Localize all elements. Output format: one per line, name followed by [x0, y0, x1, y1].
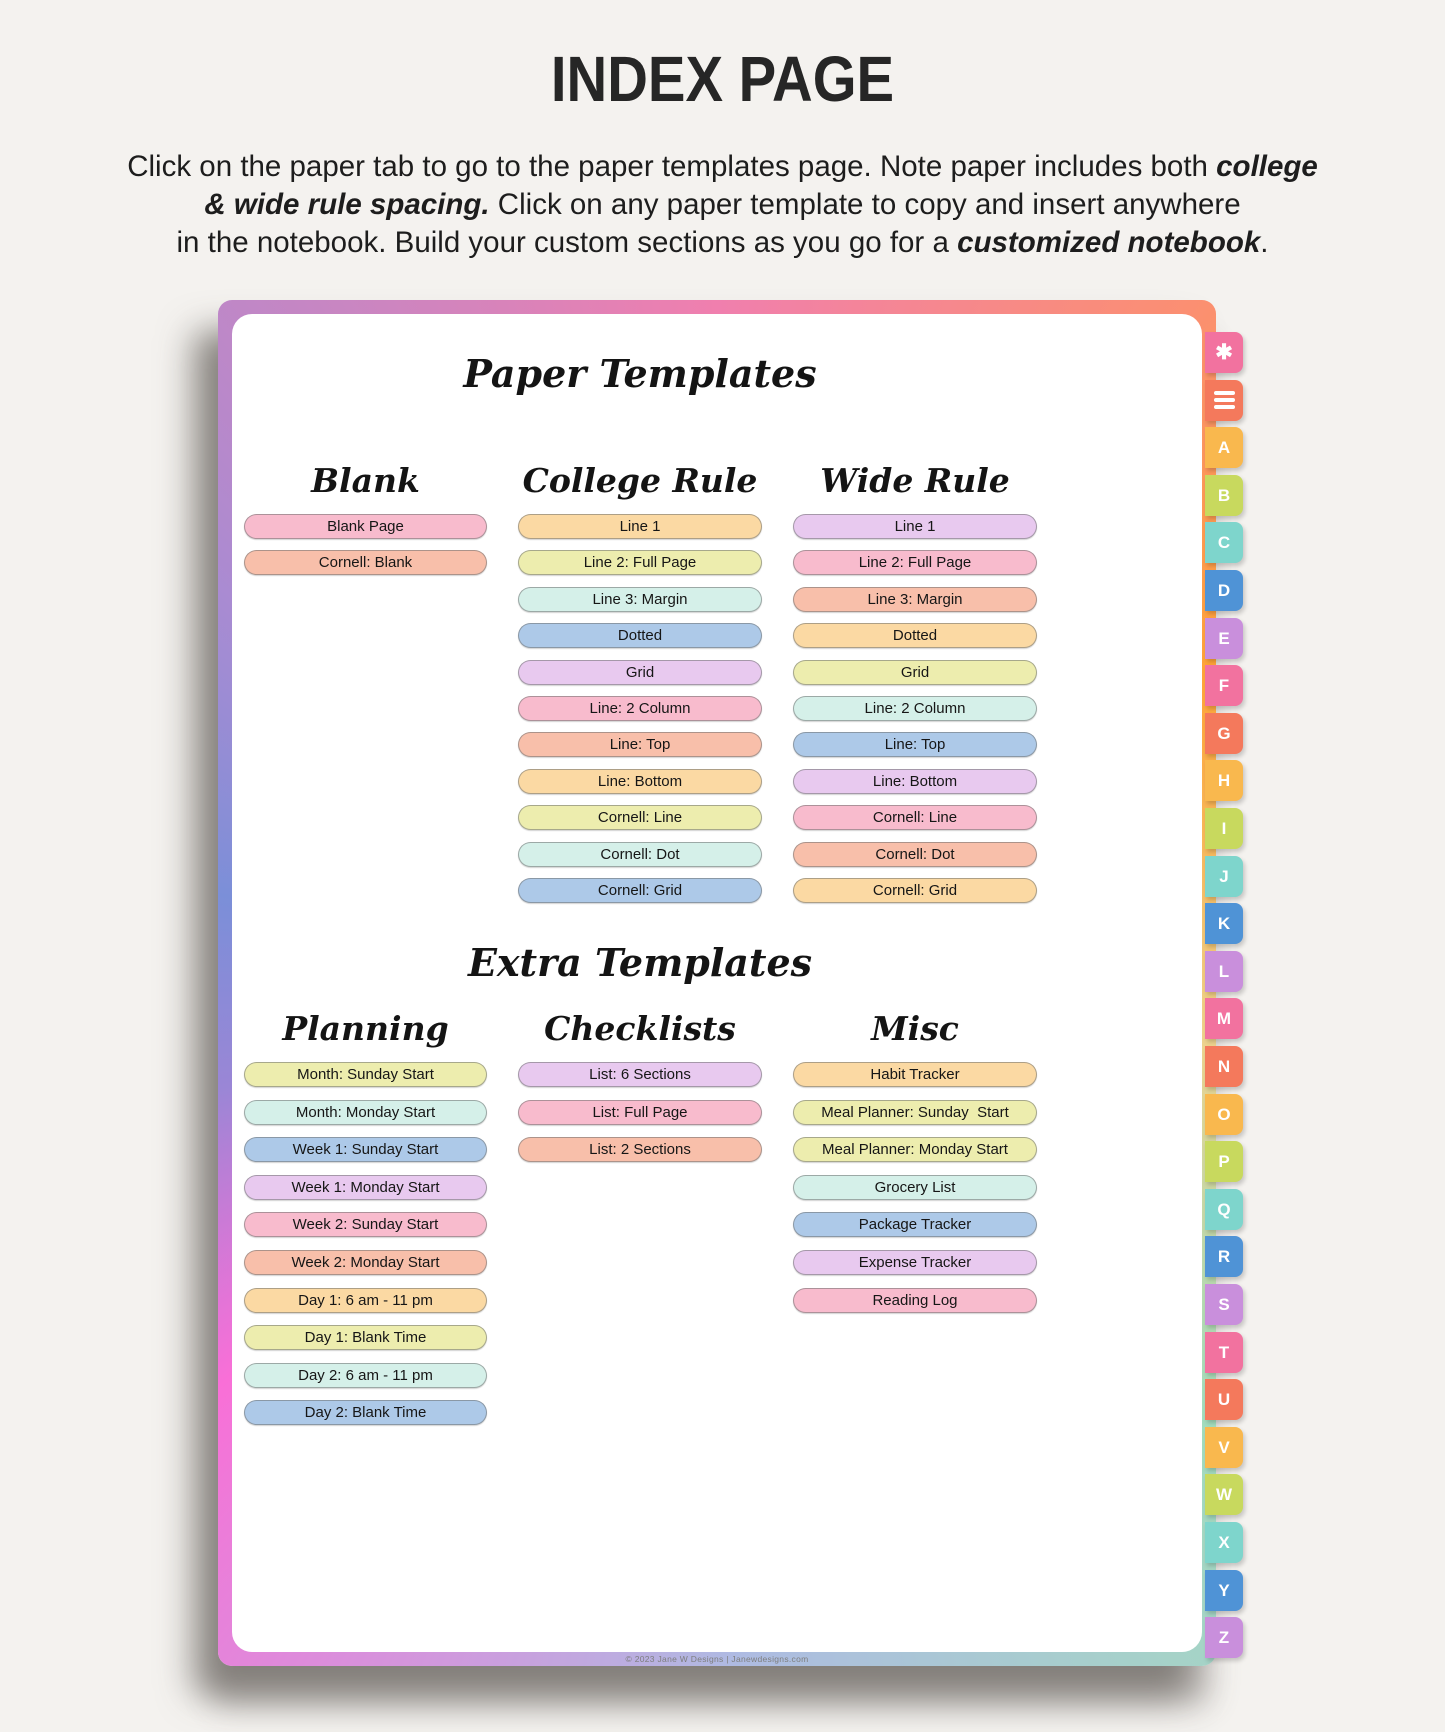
- column-planning: [244, 1010, 487, 1438]
- pill-cornell-blank[interactable]: Cornell: Blank: [244, 550, 487, 575]
- extra-templates-heading: Extra Templates: [467, 940, 813, 985]
- tab-d[interactable]: D: [1205, 570, 1243, 611]
- column-blank-title: Blank: [311, 461, 420, 500]
- pill-expense-tracker[interactable]: Expense Tracker: [793, 1250, 1037, 1275]
- pill-reading-log[interactable]: Reading Log: [793, 1288, 1037, 1313]
- column-misc-title: Misc: [871, 1009, 959, 1048]
- column-checklists-title: Checklists: [544, 1009, 736, 1048]
- pill-list-full-page[interactable]: List: Full Page: [518, 1100, 762, 1125]
- column-blank: [244, 462, 487, 587]
- tab-menu[interactable]: [1205, 380, 1243, 421]
- intro-line-1: Click on the paper tab to go to the paper templates page. Note paper includes both college: [127, 150, 1318, 183]
- tab-k[interactable]: K: [1205, 903, 1243, 944]
- pill-line-2-column[interactable]: Line: 2 Column: [793, 696, 1037, 721]
- pill-month-monday-start[interactable]: Month: Monday Start: [244, 1100, 487, 1125]
- menu-icon: [1214, 391, 1235, 409]
- pill-meal-planner-monday-start[interactable]: Meal Planner: Monday Start: [793, 1137, 1037, 1162]
- pill-week-2-monday-start[interactable]: Week 2: Monday Start: [244, 1250, 487, 1275]
- tab-x[interactable]: X: [1205, 1522, 1243, 1563]
- pill-month-sunday-start[interactable]: Month: Sunday Start: [244, 1062, 487, 1087]
- pill-week-1-monday-start[interactable]: Week 1: Monday Start: [244, 1175, 487, 1200]
- pill-grocery-list[interactable]: Grocery List: [793, 1175, 1037, 1200]
- pill-grid[interactable]: Grid: [793, 660, 1037, 685]
- tab-l[interactable]: L: [1205, 951, 1243, 992]
- pill-blank-page[interactable]: Blank Page: [244, 514, 487, 539]
- pill-line-2-full-page[interactable]: Line 2: Full Page: [518, 550, 762, 575]
- tab-r[interactable]: R: [1205, 1236, 1243, 1277]
- tab-o[interactable]: O: [1205, 1094, 1243, 1135]
- tab-s[interactable]: S: [1205, 1284, 1243, 1325]
- tab-favorites[interactable]: [1205, 332, 1243, 373]
- tab-m[interactable]: M: [1205, 998, 1243, 1039]
- pill-cornell-line[interactable]: Cornell: Line: [518, 805, 762, 830]
- copyright-footer: © 2023 Jane W Designs | Janewdesigns.com: [625, 1654, 809, 1664]
- pill-day-1-6-am-11-pm[interactable]: Day 1: 6 am - 11 pm: [244, 1288, 487, 1313]
- pill-line-top[interactable]: Line: Top: [518, 732, 762, 757]
- pill-cornell-line[interactable]: Cornell: Line: [793, 805, 1037, 830]
- tab-e[interactable]: E: [1205, 618, 1243, 659]
- pill-list-2-sections[interactable]: List: 2 Sections: [518, 1137, 762, 1162]
- column-wide-rule-title: Wide Rule: [820, 461, 1010, 500]
- pill-week-2-sunday-start[interactable]: Week 2: Sunday Start: [244, 1212, 487, 1237]
- column-planning-title: Planning: [282, 1009, 449, 1048]
- notebook-page-paper: [232, 314, 1202, 1652]
- pill-week-1-sunday-start[interactable]: Week 1: Sunday Start: [244, 1137, 487, 1162]
- intro-line-3: in the notebook. Build your custom sections as you go for a customized notebook.: [176, 225, 1269, 259]
- tab-v[interactable]: V: [1205, 1427, 1243, 1468]
- column-checklists-list: [518, 1062, 762, 1162]
- page-title: INDEX PAGE: [550, 43, 895, 115]
- pill-line-3-margin[interactable]: Line 3: Margin: [518, 587, 762, 612]
- tab-u[interactable]: U: [1205, 1379, 1243, 1420]
- tab-p[interactable]: P: [1205, 1141, 1243, 1182]
- tab-n[interactable]: N: [1205, 1046, 1243, 1087]
- pill-package-tracker[interactable]: Package Tracker: [793, 1212, 1037, 1237]
- pill-day-1-blank-time[interactable]: Day 1: Blank Time: [244, 1325, 487, 1350]
- pill-line-1[interactable]: Line 1: [793, 514, 1037, 539]
- pill-line-3-margin[interactable]: Line 3: Margin: [793, 587, 1037, 612]
- pill-line-1[interactable]: Line 1: [518, 514, 762, 539]
- column-college-rule-list: [518, 514, 762, 903]
- tab-q[interactable]: Q: [1205, 1189, 1243, 1230]
- tab-i[interactable]: I: [1205, 808, 1243, 849]
- column-wide-rule: [793, 462, 1037, 914]
- pill-cornell-dot[interactable]: Cornell: Dot: [518, 842, 762, 867]
- column-college-rule-title: College Rule: [522, 461, 758, 500]
- tab-j[interactable]: J: [1205, 856, 1243, 897]
- tab-f[interactable]: F: [1205, 665, 1243, 706]
- pill-cornell-dot[interactable]: Cornell: Dot: [793, 842, 1037, 867]
- column-misc: [793, 1010, 1037, 1325]
- tab-c[interactable]: C: [1205, 522, 1243, 563]
- pill-meal-planner-sunday-start[interactable]: Meal Planner: Sunday Start: [793, 1100, 1037, 1125]
- pill-day-2-6-am-11-pm[interactable]: Day 2: 6 am - 11 pm: [244, 1363, 487, 1388]
- notebook-page: [218, 300, 1216, 1666]
- column-checklists: [518, 1010, 762, 1175]
- tab-h[interactable]: H: [1205, 760, 1243, 801]
- column-planning-list: [244, 1062, 487, 1425]
- pill-line-bottom[interactable]: Line: Bottom: [793, 769, 1037, 794]
- column-college-rule: [518, 462, 762, 914]
- pill-line-2-column[interactable]: Line: 2 Column: [518, 696, 762, 721]
- pill-dotted[interactable]: Dotted: [518, 623, 762, 648]
- pill-cornell-grid[interactable]: Cornell: Grid: [793, 878, 1037, 903]
- intro-line-2: & wide rule spacing. Click on any paper template to copy and insert anywhere: [204, 187, 1241, 221]
- pill-habit-tracker[interactable]: Habit Tracker: [793, 1062, 1037, 1087]
- column-blank-list: [244, 514, 487, 575]
- tab-y[interactable]: Y: [1205, 1570, 1243, 1611]
- pill-grid[interactable]: Grid: [518, 660, 762, 685]
- tab-z[interactable]: Z: [1205, 1617, 1243, 1658]
- tab-g[interactable]: G: [1205, 713, 1243, 754]
- intro-text: [0, 148, 1445, 261]
- pill-line-bottom[interactable]: Line: Bottom: [518, 769, 762, 794]
- pill-dotted[interactable]: Dotted: [793, 623, 1037, 648]
- pill-day-2-blank-time[interactable]: Day 2: Blank Time: [244, 1400, 487, 1425]
- pill-list-6-sections[interactable]: List: 6 Sections: [518, 1062, 762, 1087]
- tab-t[interactable]: T: [1205, 1332, 1243, 1373]
- tab-a[interactable]: A: [1205, 427, 1243, 468]
- pill-cornell-grid[interactable]: Cornell: Grid: [518, 878, 762, 903]
- column-wide-rule-list: [793, 514, 1037, 903]
- column-misc-list: [793, 1062, 1037, 1313]
- pill-line-2-full-page[interactable]: Line 2: Full Page: [793, 550, 1037, 575]
- paper-templates-heading: Paper Templates: [463, 351, 817, 396]
- tab-b[interactable]: B: [1205, 475, 1243, 516]
- asterisk-icon: ✱: [1215, 341, 1233, 364]
- tab-w[interactable]: W: [1205, 1474, 1243, 1515]
- pill-line-top[interactable]: Line: Top: [793, 732, 1037, 757]
